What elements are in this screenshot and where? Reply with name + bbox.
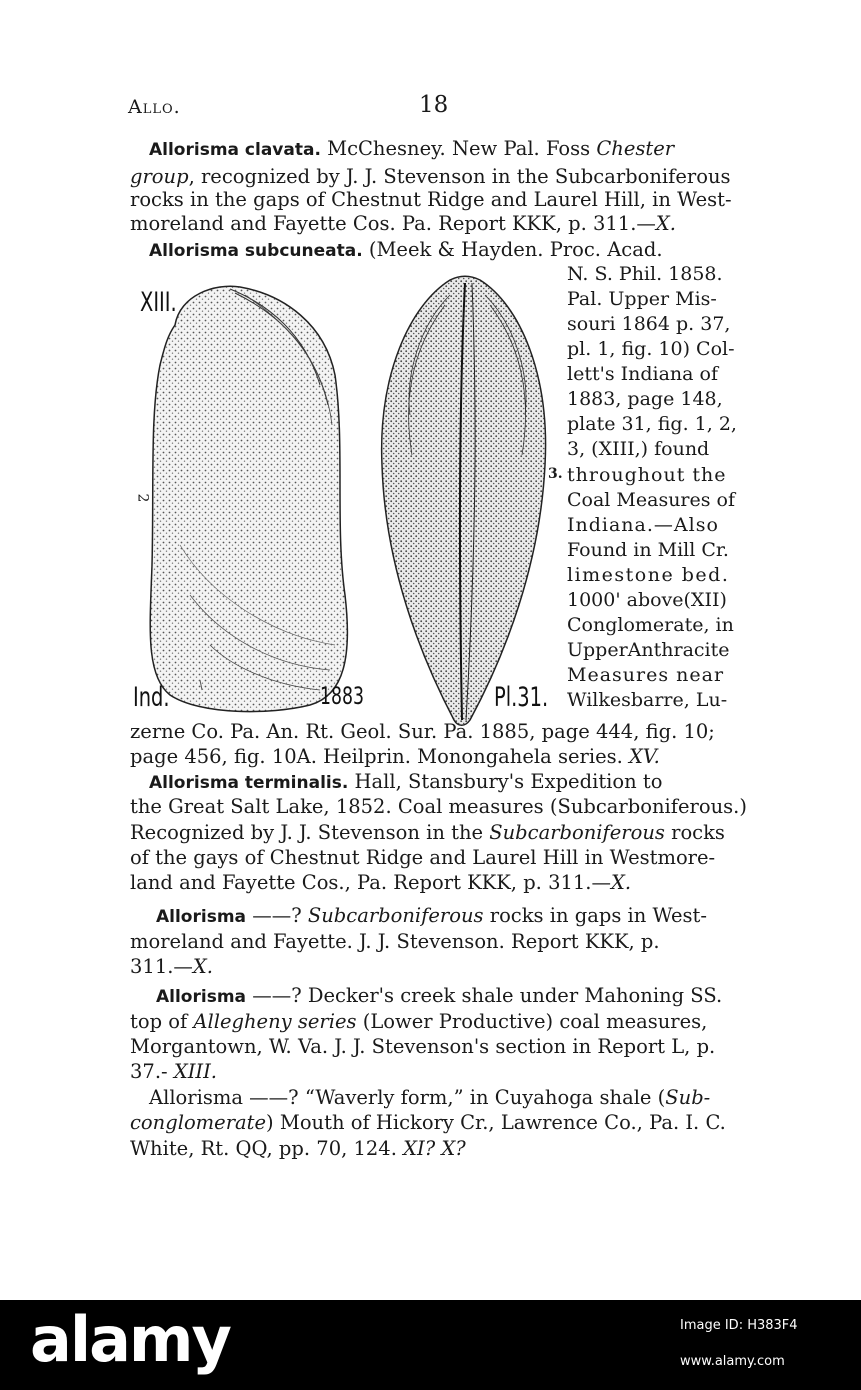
entry2-line1: Allorisma subcuneata. (Meek & Hayden. Proc. Acad.: [149, 238, 663, 261]
entry1-line2: group, recognized by J. J. Stevenson in the Subcarboniferous: [130, 165, 731, 188]
entry4-line2: moreland and Fayette. J. J. Stevenson. Report KKK, p.: [130, 930, 660, 953]
entry2-name: Allorisma subcuneata.: [149, 241, 363, 261]
page-number: 18: [419, 92, 449, 118]
entry1-line4: moreland and Fayette Cos. Pa. Report KKK, p. 311.—X.: [130, 212, 676, 235]
shell-figure: [120, 265, 560, 735]
shell-illustration: [120, 265, 560, 735]
side-line: UpperAnthracite: [567, 639, 730, 661]
entry1-name: Allorisma clavata.: [149, 140, 321, 160]
figure-label-ind: Ind.: [133, 682, 170, 713]
side-line: throughout the: [567, 464, 727, 486]
entry4-line3: 311.—X.: [130, 955, 214, 978]
image-id: Image ID: H383F4: [680, 1318, 798, 1333]
entry6-line2: conglomerate) Mouth of Hickory Cr., Lawrence Co., Pa. I. C.: [130, 1111, 726, 1134]
side-line: Pal. Upper Mis-: [567, 288, 717, 310]
side-line: pl. 1, fig. 10) Col-: [567, 338, 735, 360]
entry5-name: Allorisma: [156, 987, 247, 1007]
side-line: souri 1864 p. 37,: [567, 313, 731, 335]
entry2-after2: page 456, fig. 10A. Heilprin. Monongahela series. XV.: [130, 745, 660, 768]
side-line: 3, (XIII,) found: [567, 438, 710, 460]
entry4-line1: Allorisma ——? Subcarboniferous rocks in gaps in West-: [156, 904, 707, 927]
entry5-line4: 37.- XIII.: [130, 1060, 218, 1083]
entry5-line2: top of Allegheny series (Lower Productive) coal measures,: [130, 1010, 708, 1033]
figure-label-3: 3.: [548, 466, 563, 482]
side-line: Coal Measures of: [567, 489, 736, 511]
shell-side-view: [150, 286, 347, 711]
side-line: plate 31, fig. 1, 2,: [567, 413, 737, 435]
entry3-line5: land and Fayette Cos., Pa. Report KKK, p. 311.—X.: [130, 871, 632, 894]
side-line: Conglomerate, in: [567, 614, 734, 636]
side-line: 1883, page 148,: [567, 388, 723, 410]
side-line: Indiana.—Also: [567, 514, 719, 536]
side-line: 1000' above(XII): [567, 589, 727, 611]
entry5-line3: Morgantown, W. Va. J. J. Stevenson's section in Report L, p.: [130, 1035, 716, 1058]
side-line: Measures near: [567, 664, 725, 686]
entry1-line1: Allorisma clavata. McChesney. New Pal. Foss Chester: [149, 137, 675, 160]
figure-label-2: 2: [134, 493, 151, 503]
entry5-line1: Allorisma ——? Decker's creek shale under Mahoning SS.: [156, 984, 723, 1007]
entry3-line3: Recognized by J. J. Stevenson in the Subcarboniferous rocks: [130, 821, 725, 844]
side-line: Wilkesbarre, Lu-: [567, 689, 728, 711]
side-line: Found in Mill Cr.: [567, 539, 729, 561]
watermark-url: www.alamy.com: [680, 1354, 785, 1369]
entry6-line1: Allorisma ——? “Waverly form,” in Cuyahoga shale (Sub-: [149, 1086, 711, 1109]
figure-label-year: 1883: [320, 682, 364, 710]
figure-label-xiii: XIII.: [140, 287, 177, 318]
figure-label-plate: Pl.31.: [494, 682, 549, 713]
side-line: limestone bed.: [567, 564, 730, 586]
entry1-line3: rocks in the gaps of Chestnut Ridge and Laurel Hill, in West-: [130, 188, 732, 211]
shell-dorsal-view: [382, 276, 549, 725]
entry3-name: Allorisma terminalis.: [149, 773, 349, 793]
entry4-name: Allorisma: [156, 907, 247, 927]
alamy-logo: alamy: [30, 1303, 230, 1376]
entry3-line1: Allorisma terminalis. Hall, Stansbury's Expedition to: [149, 770, 663, 793]
entry3-line2: the Great Salt Lake, 1852. Coal measures (Subcarboniferous.): [130, 795, 747, 818]
side-line: lett's Indiana of: [567, 363, 718, 385]
running-head: Allo.: [128, 96, 181, 118]
entry6-line3: White, Rt. QQ, pp. 70, 124. XI? X?: [130, 1137, 466, 1160]
side-line: N. S. Phil. 1858.: [567, 263, 723, 285]
entry3-line4: of the gays of Chestnut Ridge and Laurel Hill in Westmore-: [130, 846, 716, 869]
entry2-after1: zerne Co. Pa. An. Rt. Geol. Sur. Pa. 1885, page 444, fig. 10;: [130, 720, 715, 743]
